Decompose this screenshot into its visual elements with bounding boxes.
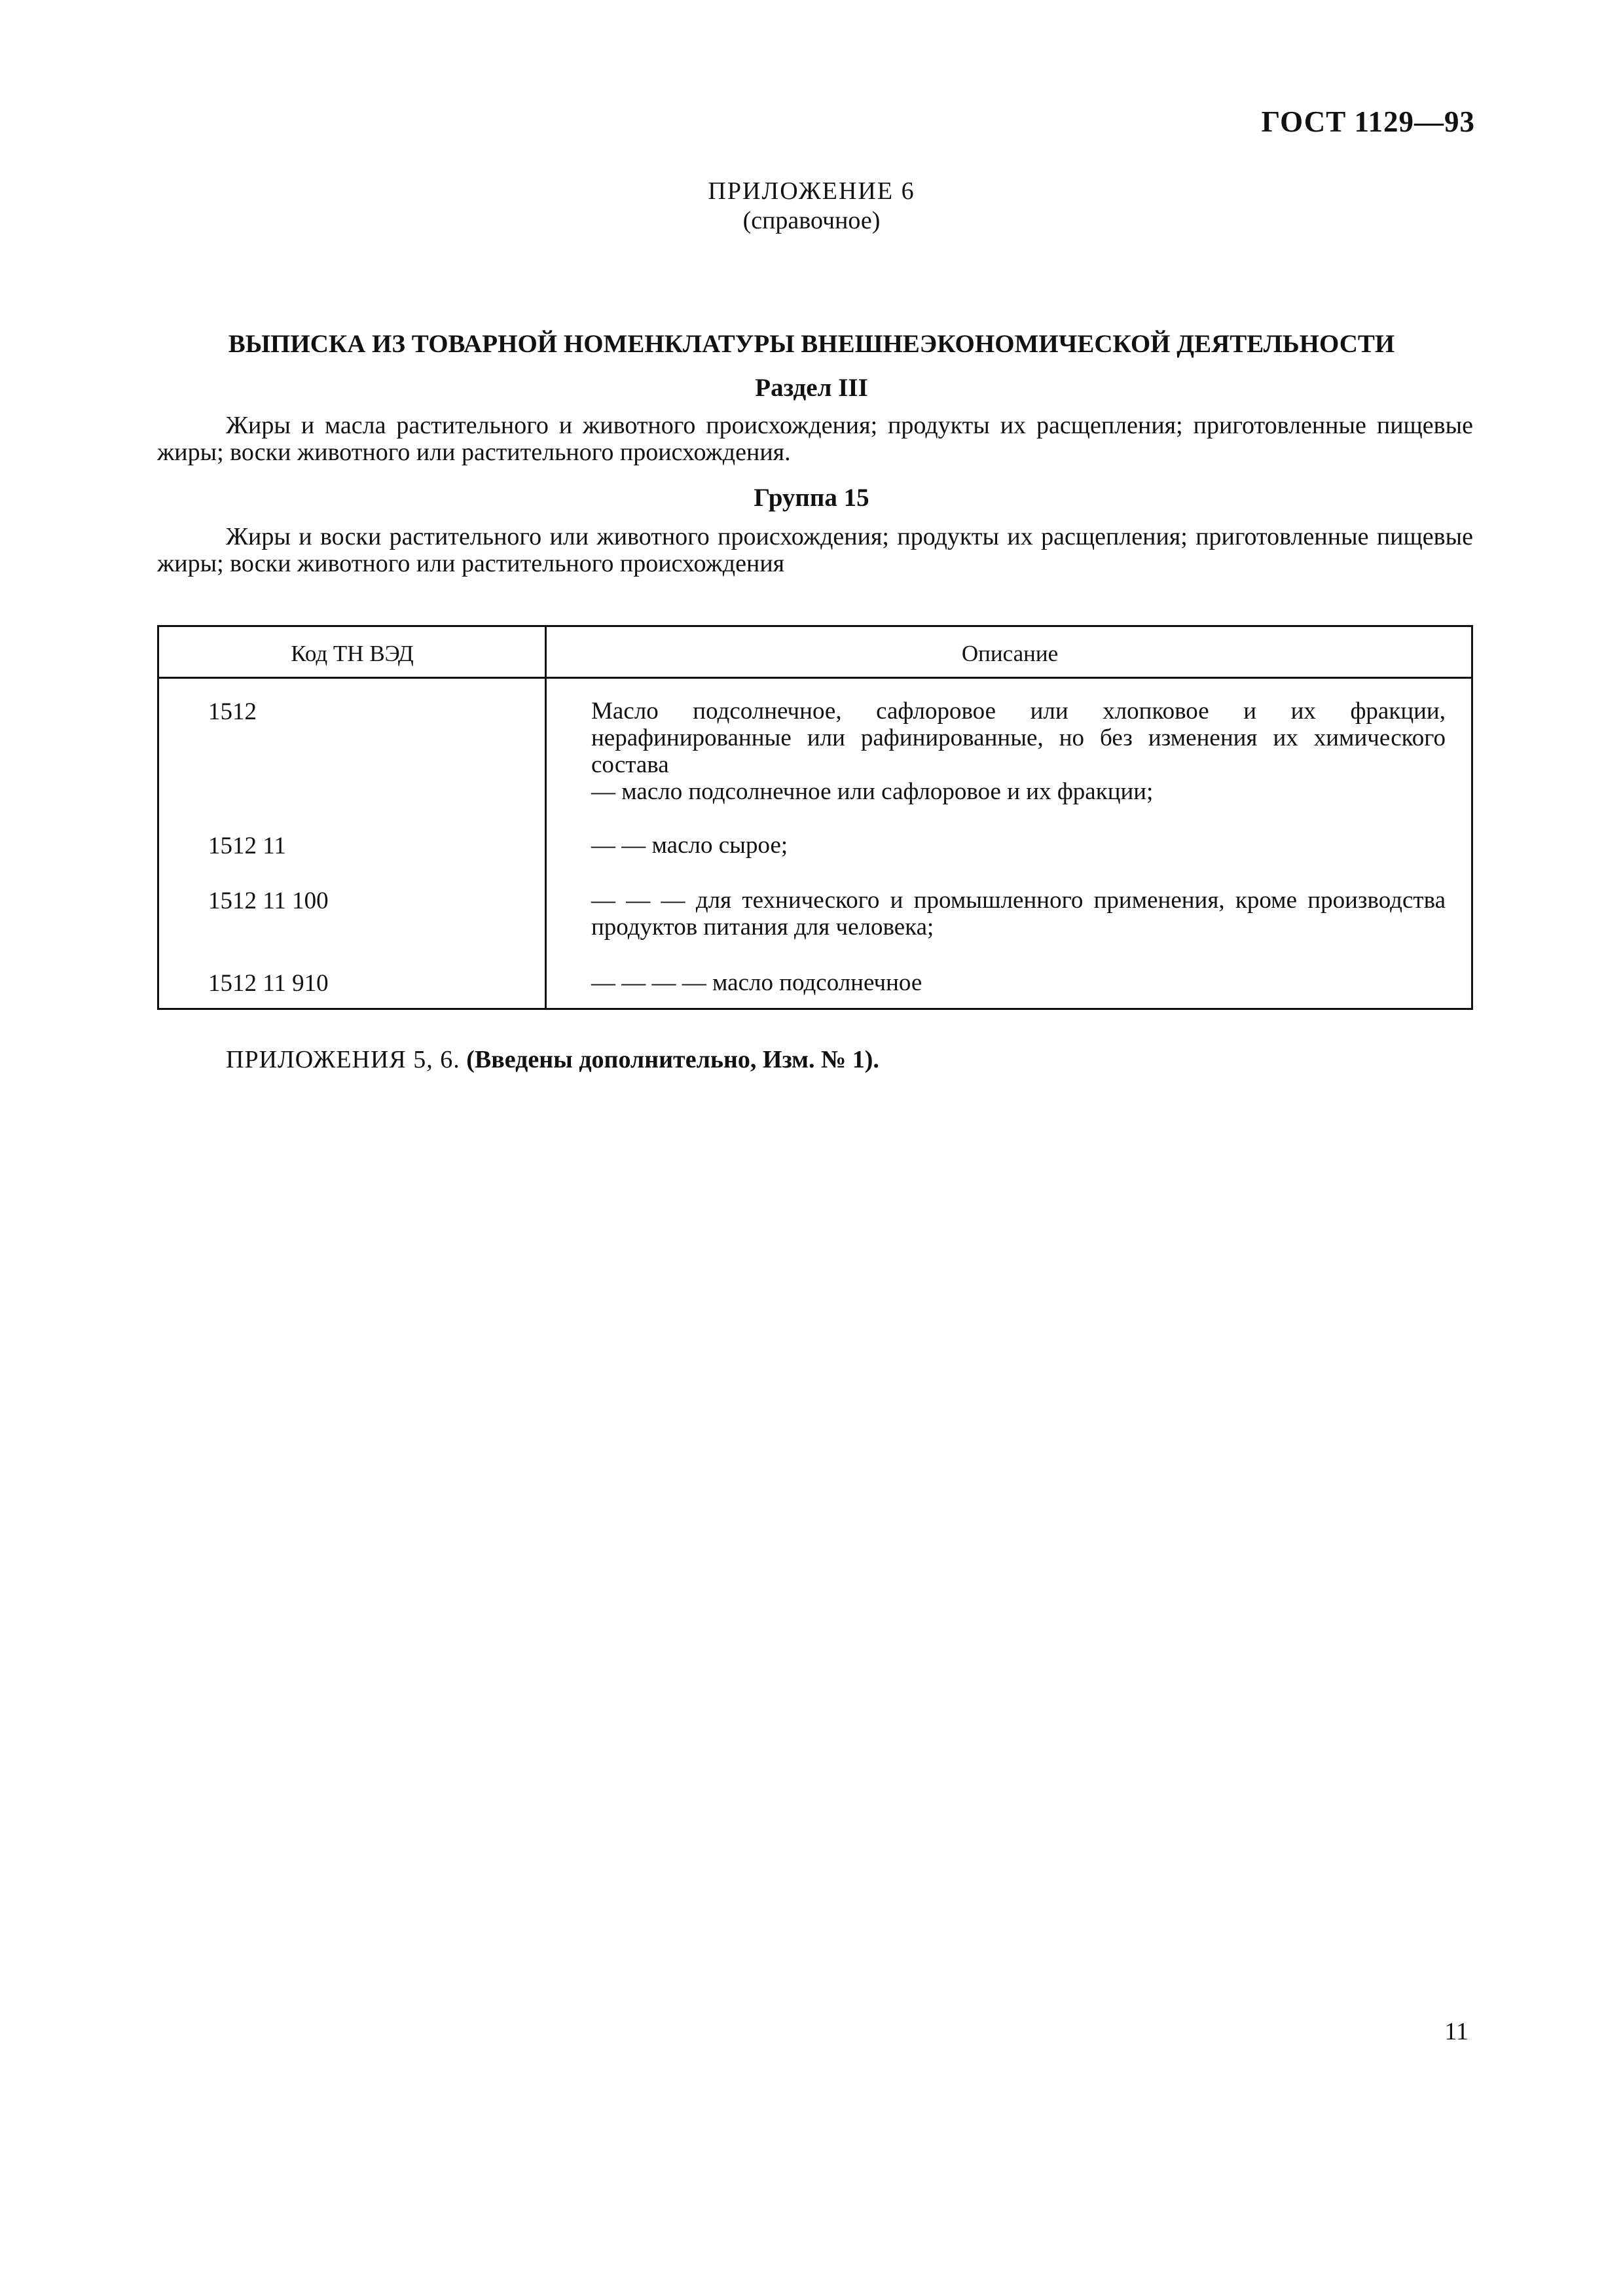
table-row-code: 1512 — [208, 698, 257, 725]
table-row-description: — — — — масло подсолнечное — [591, 969, 922, 996]
header-code: Код ТН ВЭД — [291, 641, 414, 666]
description-main: Масло подсолнечное, сафлоровое или хлопковое и их фракции, нерафинированные или рафинированные, но без изменения их химического состава — [591, 698, 1446, 778]
table-row-description: — — масло сырое; — [591, 832, 788, 859]
amendment-prefix: ПРИЛОЖЕНИЯ 5, 6. — [226, 1046, 460, 1073]
header-divider — [159, 677, 1471, 679]
section-heading: Раздел III — [755, 374, 868, 402]
standard-number: ГОСТ 1129—93 — [1261, 105, 1475, 138]
table-row-code: 1512 11 100 — [208, 888, 329, 914]
header-description: Описание — [961, 641, 1059, 666]
column-divider — [545, 627, 547, 1008]
page-number: 11 — [1444, 2018, 1468, 2045]
section-text: Жиры и масла растительного и животного происхождения; продукты их расщепления; приготовленные пищевые жиры; воски животного или растительного происхождения. — [157, 412, 1473, 466]
appendix-note: (справочное) — [742, 207, 881, 234]
table-row-code: 1512 11 910 — [208, 970, 329, 997]
amendment-bold: (Введены дополнительно, Изм. № 1). — [466, 1046, 879, 1073]
table-row-code: 1512 11 — [208, 833, 286, 859]
nomenclature-table — [157, 625, 1473, 1010]
amendment-note — [226, 1045, 879, 1074]
document-title: ВЫПИСКА ИЗ ТОВАРНОЙ НОМЕНКЛАТУРЫ ВНЕШНЕЭКОНОМИЧЕСКОЙ ДЕЯТЕЛЬНОСТИ — [228, 330, 1395, 358]
group-text: Жиры и воски растительного или животного происхождения; продукты их расщепления; приготовленные пищевые жиры; воски животного или растительного происхождения — [157, 523, 1473, 577]
table-row-description: — — — для технического и промышленного применения, кроме производства продуктов питания для человека; — [591, 887, 1446, 941]
table-row-description — [591, 698, 1446, 805]
description-sub: — масло подсолнечное или сафлоровое и их фракции; — [591, 778, 1154, 805]
appendix-title: ПРИЛОЖЕНИЕ 6 — [708, 177, 915, 205]
group-heading: Группа 15 — [754, 484, 869, 512]
